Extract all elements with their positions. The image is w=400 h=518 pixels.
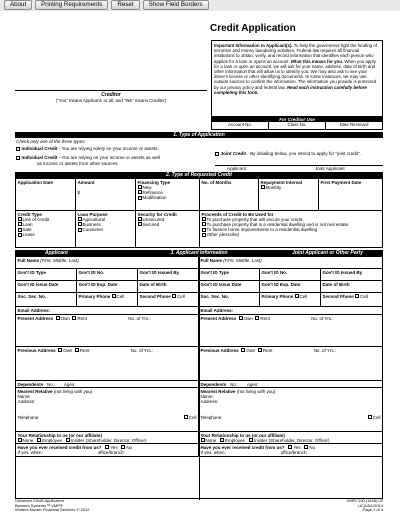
applicant-dependents-field[interactable]: Dependents No.: Ages: [16,381,199,388]
form-toolbar [0,0,400,11]
date-received-label: Date Received [325,122,382,129]
checkbox[interactable] [56,316,60,320]
important-p1: To help the government fight the funding of terrorism and money laundering activities, Federal law requires all financial institutions to obtain, verify, and record information that identifies each person who applies for a loan or opens an account. [214,43,378,64]
creditor-label: Creditor [101,92,121,98]
joint-present-address-field[interactable]: Present Address Own Rent No. of Yrs.: [199,315,382,347]
applicant-gov-id-exp-date-field[interactable]: Gov't ID Exp. Date [77,281,138,293]
checkbox[interactable] [18,438,22,442]
applicant-present-address-field[interactable]: Present Address Own Rent No. of Yrs.: [16,315,199,347]
checkbox[interactable] [138,196,142,200]
checkbox[interactable] [16,156,20,160]
checkbox[interactable] [304,445,308,449]
important-p2: When you apply for a loan or open an account, we will ask for your name, address, date of birth and other information that will allow us to identify you. We may also ask to see your driver's license or other identifying documents. In some instances, we may use outside sources to confirm the information. The information you provide is protected by our privacy policy and federal law. [214,58,377,90]
applicant-information-grid [15,256,383,499]
important-heading: Important Information to Applicant(s). [214,43,293,48]
applicant-credit-history-field[interactable]: Have you ever received credit from us? Yes No If yes, when: office/branch: [16,444,199,457]
applicant-relationship-field[interactable]: Your Relationship to us (or our affiliate) None Employee Insider (Shareholder, Director, Officer) [16,432,199,444]
section-applicant-information: Applicant 3. Applicant Information Joint Applicant or Other Party [15,250,383,256]
checkbox[interactable] [215,152,219,156]
account-no-label: Account No. [228,122,252,127]
applicant-initial-label: Applicant [227,166,246,171]
joint-primary-phone-field[interactable]: Primary Phone Cell [260,293,321,307]
checkbox[interactable] [138,222,142,226]
checkbox[interactable] [138,217,142,221]
joint-dependents-field[interactable]: Dependents No.: Ages: [199,381,382,388]
individual-credit-option-2[interactable]: Individual Credit - You are relying on your income or assets as well [16,155,160,160]
checkbox[interactable] [18,228,22,232]
applicant-primary-phone-field[interactable]: Primary Phone Cell [77,293,138,307]
checkbox[interactable] [18,222,22,226]
creditor-subtitle: ("You" means Applicant, or all, and "We" means Creditor) [55,98,167,103]
joint-gov-id-exp-date-field[interactable]: Gov't ID Exp. Date [260,281,321,293]
checkbox[interactable] [18,233,22,237]
joint-credit-history-field[interactable]: Have you ever received credit from us? Yes No If yes, when: office/branch: [199,444,382,457]
creditor-name-field[interactable] [15,55,207,91]
checkbox[interactable] [202,233,206,237]
repayment-interval-field: Repayment Interval Monthly [259,179,319,211]
checkbox[interactable] [112,294,116,298]
checkbox[interactable] [258,348,262,352]
applicant-nearest-relative-field[interactable]: Nearest Relative (not living with you) Name: Address: Telephone: Cell [16,388,199,432]
applicant-email-field[interactable]: Email Address: [16,307,199,315]
applicant-ssn-field[interactable]: Soc. Sec. No. [16,293,77,307]
footer-vendor: Bankers Systems™ VMP® [15,502,63,508]
checkbox[interactable] [202,228,206,232]
joint-credit-option[interactable]: Joint Credit - By initialing below, you intend to apply for "joint credit". [215,151,361,156]
joint-gov-id-issued-by-field[interactable]: Gov't ID Issued By [321,269,382,281]
section-type-of-application: 1. Type of Application [15,132,383,138]
footer-form-code: VMPC190 (1408).00 [346,498,383,503]
checkbox[interactable] [105,445,109,449]
applicant-second-phone-field[interactable]: Second Phone Cell [138,293,199,307]
checkbox[interactable] [201,438,205,442]
checkbox[interactable] [66,438,70,442]
checkbox[interactable] [138,190,142,194]
applicant-gov-id-issue-date-field[interactable]: Gov't ID Issue Date [16,281,77,293]
check-one-instruction: Check only one of the three types: [16,139,86,144]
show-field-borders-button[interactable]: Show Field Borders [143,0,209,10]
important-p3: Read each instruction carefully before completing this form. [214,84,367,95]
class-no-label: Class No. [268,122,325,129]
joint-nearest-relative-field[interactable]: Nearest Relative (not living with you) Name: Address: Telephone: Cell [199,388,382,432]
checkbox[interactable] [58,348,62,352]
checkbox[interactable] [249,438,253,442]
footer-copyright: Wolters Kluwer Financial Services © 2012 [15,507,90,513]
footer-form-name: Universal Credit Application [15,498,64,503]
applicant-previous-address-field[interactable]: Previous Address Own Rent No. of Yrs.: [16,347,199,381]
printing-requirements-button[interactable]: Printing Requirements [35,0,108,10]
requested-credit-grid [15,178,383,248]
joint-ssn-field[interactable]: Soc. Sec. No. [199,293,260,307]
joint-relationship-field[interactable]: Your Relationship to us (or our affiliate) None Employee Insider (Shareholder, Director, Officer) [199,432,382,444]
joint-gov-id-no-field[interactable]: Gov't ID No. [260,269,321,281]
checkbox[interactable] [295,294,299,298]
checkbox[interactable] [184,415,188,419]
checkbox[interactable] [368,415,372,419]
checkbox[interactable] [37,438,41,442]
creditor-use-box [211,117,383,130]
first-payment-date-field[interactable]: First Payment Date [319,179,382,211]
joint-previous-address-field[interactable]: Previous Address Own Rent No. of Yrs.: [199,347,382,381]
checkbox[interactable] [202,217,206,221]
checkbox[interactable] [78,228,82,232]
checkbox[interactable] [16,147,20,151]
security-for-credit-field: Security for Credit Unsecured Secured [136,211,200,247]
footer-page-number: Page 1 of 4 [362,507,383,513]
section-type-of-requested-credit: 2. Type of Requested Credit [15,172,383,178]
joint-email-field[interactable]: Email Address: [199,307,382,315]
important-info-box [211,40,383,117]
checkbox[interactable] [288,445,292,449]
applicant-gov-id-no-field[interactable]: Gov't ID No. [77,269,138,281]
checkbox[interactable] [261,185,265,189]
checkbox[interactable] [121,445,125,449]
checkbox[interactable] [255,316,259,320]
checkbox[interactable] [78,222,82,226]
creditor-area [15,55,207,105]
individual-credit-option-1[interactable]: Individual Credit - You are relying solely on your income or assets. [16,146,159,151]
amount-field[interactable]: Amount $ [76,179,136,211]
applicant-date-of-birth-field[interactable]: Date of Birth [138,281,199,293]
footer-form-date: UCA 8/1/2014 [358,502,383,508]
checkbox[interactable] [172,294,176,298]
important-heading2: What this means for you. [290,58,344,64]
checkbox[interactable] [239,316,243,320]
about-button[interactable]: About [4,0,32,10]
joint-gov-id-type-field[interactable]: Gov't ID Type [199,269,260,281]
checkbox[interactable] [202,222,206,226]
application-date-field[interactable]: Application Date [16,179,76,211]
checkbox[interactable] [138,185,142,189]
individual-credit-option-2-cont: as income or assets from other sources. [37,161,119,166]
applicant-gov-id-issued-by-field[interactable]: Gov't ID Issued By [138,269,199,281]
credit-type-field: Credit Type Line of Credit Loan Sale Lease [16,211,76,247]
checkbox[interactable] [18,217,22,221]
applicant-full-name-field[interactable]: Full Name (First, Middle, Last) [16,257,199,269]
checkbox[interactable] [75,348,79,352]
joint-gov-id-issue-date-field[interactable]: Gov't ID Issue Date [199,281,260,293]
checkbox[interactable] [355,294,359,298]
applicant-gov-id-type-field[interactable]: Gov't ID Type [16,269,77,281]
form-page [15,15,385,513]
joint-second-phone-field[interactable]: Second Phone Cell [321,293,382,307]
checkbox[interactable] [241,348,245,352]
checkbox[interactable] [78,217,82,221]
checkbox[interactable] [72,316,76,320]
loan-purpose-field: Loan Purpose Agricultural Business Consumer [76,211,136,247]
page-title: Credit Application [210,23,296,34]
financing-type-field: Financing Type New Refinance Modification [136,179,200,211]
no-of-months-field[interactable]: No. of Months [200,179,259,211]
joint-date-of-birth-field[interactable]: Date of Birth [321,281,382,293]
reset-button[interactable]: Reset [111,0,139,10]
joint-applicant-initial-label: Joint Applicant [315,166,345,171]
proceeds-of-credit-field: Proceeds of Credit to Be Used for To purchase property that will secure your credit To purchase property that is a residential dwelling and is not real estate To finance home improvements to a residential dwelling Other (describe) [201,211,349,238]
joint-full-name-field[interactable]: Full Name (First, Middle, Last) [199,257,382,269]
creditor-use-heading: For Creditor Use [212,117,382,122]
checkbox[interactable] [220,438,224,442]
